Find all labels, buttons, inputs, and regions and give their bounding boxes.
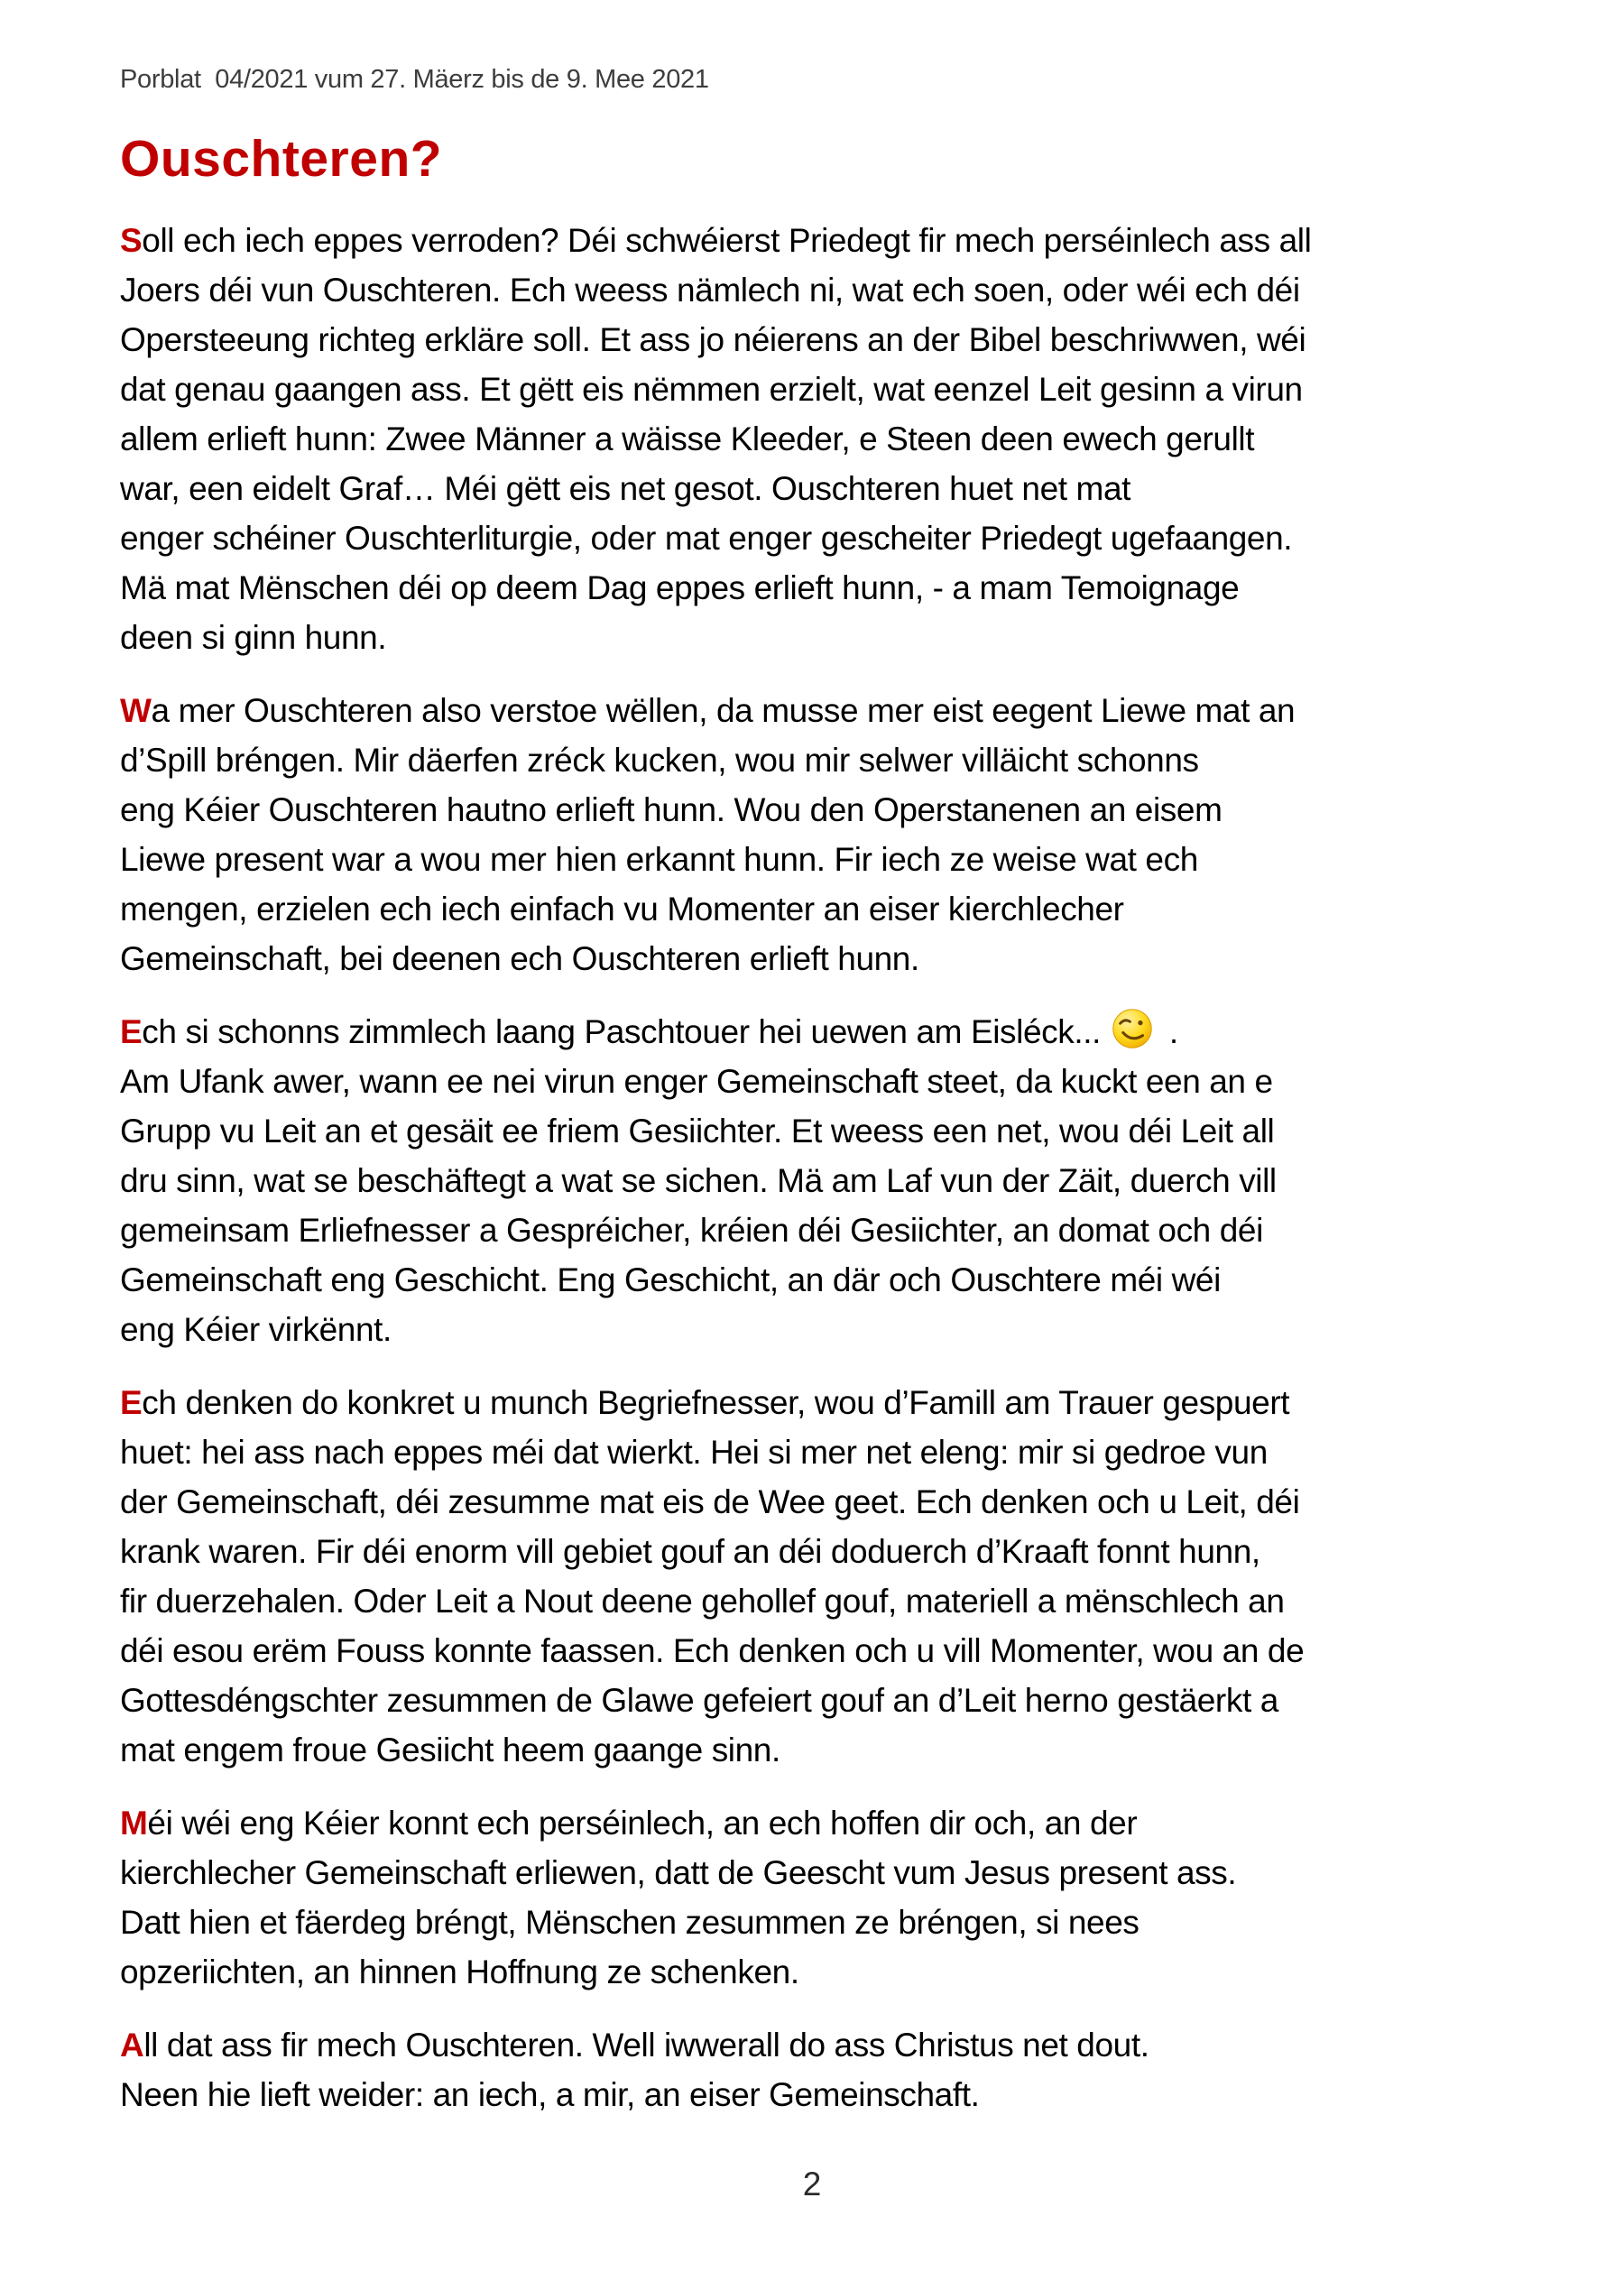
winking-face-emoji	[1112, 1008, 1153, 1049]
paragraph: Ech si schonns zimmlech laang Paschtouer hei uewen am Eisléck... . Am Ufank awer, wann ee nei virun enger Gemeinschaft steet, da kuckt een an e Grupp vu Leit an et gesäit ee friem Gesiichter. Et weess een net, wou déi Leit all dru sinn, wat se beschäftegt a wat se sichen. Mä am Laf vun der Zäit, duerch vill gemeinsam Erliefnesser a Gespréicher, kréien déi Gesiichter, an domat och déi Gemeinschaft eng Geschicht. Eng Geschicht, an där och Ouschtere méi wéi eng Kéier virkënnt.	[120, 1007, 1518, 1354]
paragraph: All dat ass fir mech Ouschteren. Well iwwerall do ass Christus net dout. Neen hie lieft weider: an iech, a mir, an eiser Gemeinschaft.	[120, 2027, 1149, 2113]
dropcap-letter: W	[120, 692, 152, 729]
paragraph: Soll ech iech eppes verroden? Déi schwéierst Priedegt fir mech perséinlech ass all Joers déi vun Ouschteren. Ech weess nämlech ni, wat ech soen, oder wéi ech déi Opersteeung richteg erkläre soll. Et ass jo néierens an der Bibel beschriwwen, wéi dat genau gaangen ass. Et gëtt eis nëmmen erzielt, wat eenzel Leit gesinn a virun allem erlieft hunn: Zwee Männer a wäisse Kleeder, e Steen deen ewech gerullt war, een eidelt Graf… Méi gëtt eis net gesot. Ouschteren huet net mat enger schéiner Ouschterliturgie, oder mat enger gescheiter Priedegt ugefaangen. Mä mat Mënschen déi op deem Dag eppes erlieft hunn, - a mam Temoignage deen si ginn hunn.	[120, 222, 1312, 656]
dropcap-letter: E	[120, 1013, 143, 1050]
paragraph: Wa mer Ouschteren also verstoe wëllen, da musse mer eist eegent Liewe mat an d’Spill bréngen. Mir däerfen zréck kucken, wou mir selwer villäicht schonns eng Kéier Ouschteren hautno erlieft hunn. Wou den Operstanenen an eisem Liewe present war a wou mer hien erkannt hunn. Fir iech ze weise wat ech mengen, erzielen ech iech einfach vu Momenter an eiser kierchlecher Gemeinschaft, bei deenen ech Ouschteren erlieft hunn.	[120, 692, 1296, 977]
paragraph: Ech denken do konkret u munch Begriefnesser, wou d’Famill am Trauer gespuert huet: hei ass nach eppes méi dat wierkt. Hei si mer net eleng: mir si gedroe vun der Gemeinschaft, déi zesumme mat eis de Wee geet. Ech denken och u Leit, déi krank waren. Fir déi enorm vill gebiet gouf an déi doduerch d’Kraaft fonnt hunn, fir duerzehalen. Oder Leit a Nout deene gehollef gouf, materiell a mënschlech an déi esou erëm Fouss konnte faassen. Ech denken och u vill Momenter, wou an de Gottesdéngschter zesummen de Glawe gefeiert gouf an d’Leit herno gestäerkt a mat engem froue Gesiicht heem gaange sinn.	[120, 1384, 1305, 1768]
dropcap-letter: S	[120, 222, 143, 259]
article-body	[120, 216, 1518, 2119]
page-header: Porblat 04/2021 vum 27. Mäerz bis de 9. Mee 2021	[120, 65, 709, 94]
page-title: Ouschteren?	[120, 130, 443, 188]
dropcap-letter: M	[120, 1805, 148, 1842]
paragraph: Méi wéi eng Kéier konnt ech perséinlech, an ech hoffen dir och, an der kierchlecher Gemeinschaft erliewen, datt de Geescht vum Jesus present ass. Datt hien et fäerdeg bréngt, Mënschen zesummen ze bréngen, si nees opzeriichten, an hinnen Hoffnung ze schenken.	[120, 1805, 1237, 1990]
dropcap-letter: E	[120, 1384, 143, 1421]
page-number: 2	[802, 2166, 822, 2203]
dropcap-letter: A	[120, 2027, 144, 2064]
